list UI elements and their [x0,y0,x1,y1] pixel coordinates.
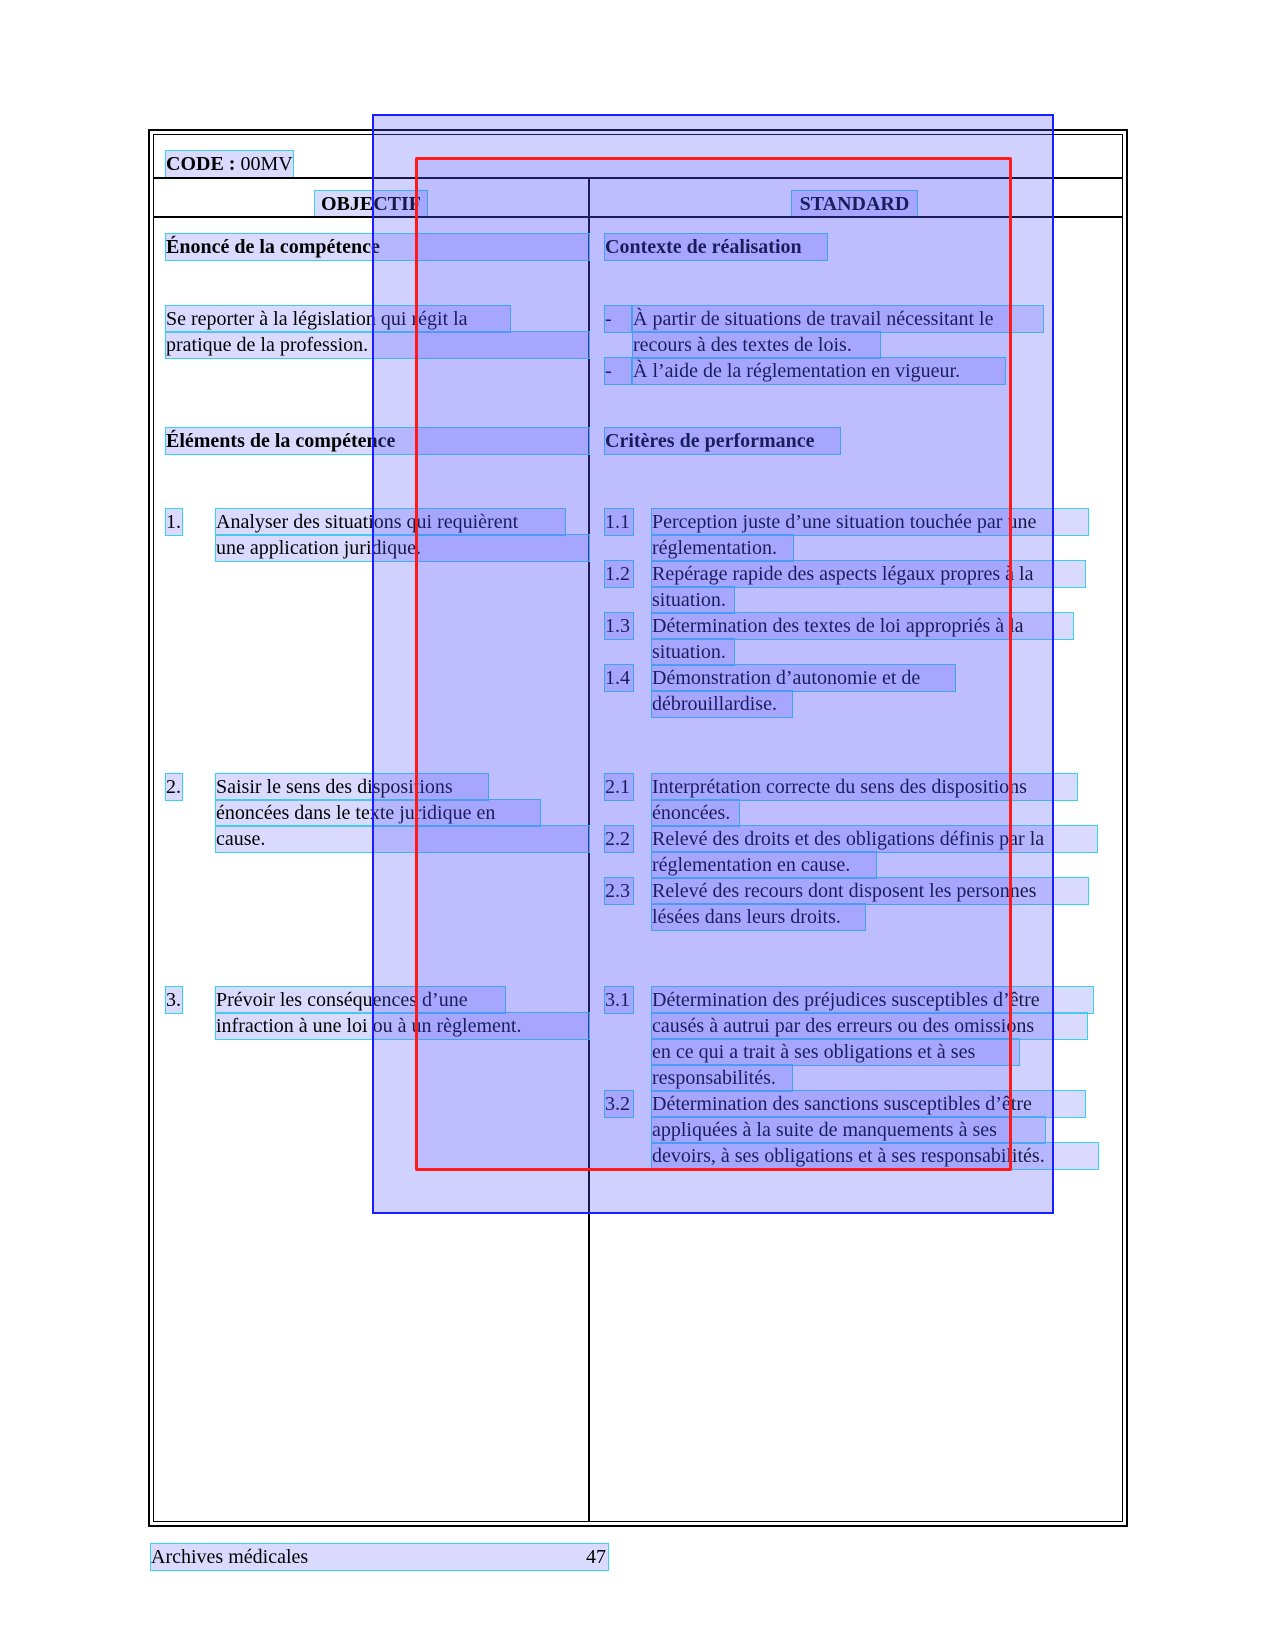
contexte-item-1-line-2: recours à des textes de lois. [633,332,880,358]
critere-1-3-number: 1.3 [605,613,633,639]
critere-1-1-number: 1.1 [605,509,633,535]
critere-3-1-line-3: en ce qui a trait à ses obligations et à ses [652,1039,1019,1065]
contexte-bullet-1: - [605,306,631,332]
footer-title: Archives médicales [151,1546,309,1568]
critere-3-2-line-2: appliquées à la suite de manquements à ses [652,1117,1045,1143]
critere-2-1-line-1: Interprétation correcte du sens des dispositions [652,774,1077,800]
critere-1-3-line-2: situation. [652,639,734,665]
critere-2-2-number: 2.2 [605,826,633,852]
critere-2-3-number: 2.3 [605,878,633,904]
contexte-bullet-2: - [605,358,631,384]
critere-3-2-number: 3.2 [605,1091,633,1117]
critere-1-4-line-2: débrouillardise. [652,691,792,717]
element-2-number: 2. [166,776,181,798]
page-number: 47 [586,1546,606,1568]
element-3-line-1: Prévoir les conséquences d’une [216,987,505,1013]
contexte-title: Contexte de réalisation [605,234,827,260]
critere-2-1-line-2: énoncées. [652,800,739,826]
element-1-line-2: une application juridique. [216,535,589,561]
element-2-line-3: cause. [216,826,589,852]
element-2-line-2: énoncées dans le texte juridique en [216,800,540,826]
critere-3-1-line-2: causés à autrui par des erreurs ou des omissions [652,1013,1087,1039]
critere-1-1-line-1: Perception juste d’une situation touchée par une [652,509,1088,535]
selection-overlay-inner [415,157,1012,1171]
critere-1-3-line-1: Détermination des textes de loi appropriés à la [652,613,1073,639]
critere-2-3-line-1: Relevé des recours dont disposent les personnes [652,878,1088,904]
enonce-title: Énoncé de la compétence [166,234,589,260]
header-standard: STANDARD [792,191,917,217]
critere-3-1-line-4: responsabilités. [652,1065,792,1091]
element-3-number: 3. [166,989,181,1011]
element-3-line-2: infraction à une loi ou à un règlement. [216,1013,589,1039]
critere-1-4-number: 1.4 [605,665,633,691]
critere-1-4-line-1: Démonstration d’autonomie et de [652,665,955,691]
enonce-line-2: pratique de la profession. [166,332,589,358]
critere-3-2-line-1: Détermination des sanctions susceptibles d’être [652,1091,1085,1117]
criteres-title: Critères de performance [605,428,840,454]
element-1-number: 1. [166,511,181,533]
enonce-line-1: Se reporter à la législation qui régit la [166,306,510,332]
element-2-line-1: Saisir le sens des dispositions [216,774,488,800]
critere-3-2-line-3: devoirs, à ses obligations et à ses responsabilités. [652,1143,1098,1169]
critere-2-3-line-2: lésées dans leurs droits. [652,904,865,930]
critere-2-2-line-1: Relevé des droits et des obligations définis par la [652,826,1097,852]
contexte-item-1-line-1: À partir de situations de travail nécessitant le [633,306,1043,332]
critere-1-2-line-1: Repérage rapide des aspects légaux propres à la [652,561,1085,587]
critere-3-1-line-1: Détermination des préjudices susceptibles d’être [652,987,1093,1013]
code-value: 00MV [240,153,293,175]
element-1-line-1: Analyser des situations qui requièrent [216,509,565,535]
critere-1-1-line-2: réglementation. [652,535,793,561]
header-objectif: OBJECTIF [315,191,427,217]
code-label: CODE : 00MV [166,153,293,175]
contexte-item-2-line-1: À l’aide de la réglementation en vigueur. [633,358,1005,384]
critere-3-1-number: 3.1 [605,987,633,1013]
critere-1-2-number: 1.2 [605,561,633,587]
footer [151,1544,608,1570]
critere-2-1-number: 2.1 [605,774,633,800]
elements-title: Éléments de la compétence [166,428,589,454]
critere-1-2-line-2: situation. [652,587,734,613]
critere-2-2-line-2: réglementation en cause. [652,852,876,878]
